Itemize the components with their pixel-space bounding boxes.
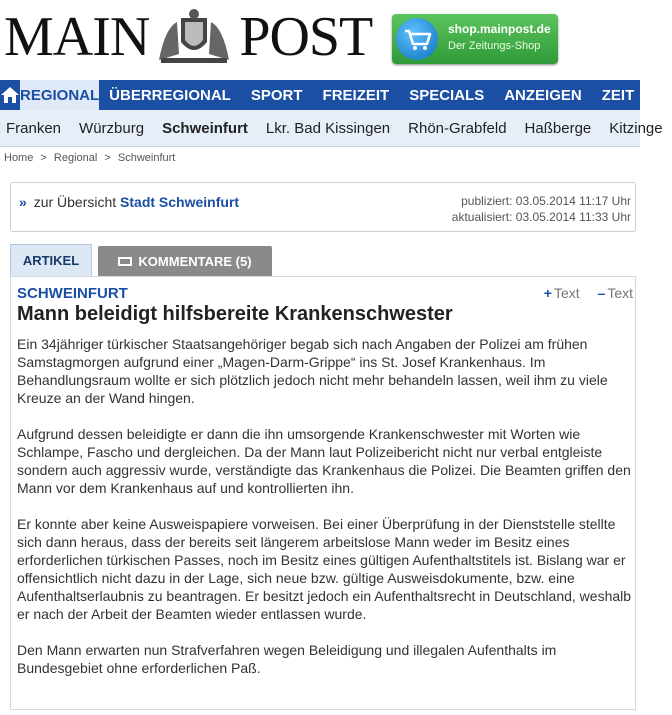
article-paragraph: Er konnte aber keine Ausweispapiere vorweisen. Bei einer Überprüfung in der Dienststelle stellte sich dann heraus, dass der bereits seit längerem arbeitslose Mann weder im Besitz eines erforderlichen türkischen Passes, noch im Besitz eines gültigen Aufenthaltstitels ist. Bislang war er offensichtlich nicht dazu in der Lage, sich neue bzw. gültige Ausweisdokumente, bzw. eine Aufenthaltserlaubnis zu beantragen. Er besitzt jedoch ein Aufenthaltsrecht in Deutschland, weshalb er nach der Arbeit der Beamten wieder entlassen wurde. [17, 516, 632, 622]
regional-subnavigation [0, 110, 663, 147]
subnav-item-hassberge[interactable]: Haßberge [524, 119, 592, 137]
double-chevron-right-icon: » [19, 194, 27, 210]
logo-text-main: MAIN [4, 6, 150, 68]
article-title: Mann beleidigt hilfsbereite Krankenschwester [17, 303, 453, 325]
article-body [17, 335, 633, 695]
nav-item-freizeit[interactable]: FREIZEIT [322, 86, 390, 104]
shop-banner[interactable] [392, 14, 558, 64]
back-link-text: zur Übersicht [33, 194, 117, 210]
plus-icon: + [543, 285, 552, 301]
nav-item-zeit[interactable]: ZEIT [601, 86, 635, 104]
increase-text-button[interactable] [544, 285, 580, 301]
shop-tagline: Der Zeitungs-Shop [448, 40, 541, 52]
article-tabs [10, 244, 636, 276]
back-to-overview-link[interactable] [19, 194, 239, 210]
back-link-city[interactable]: Stadt Schweinfurt [120, 194, 240, 210]
nav-item-regional[interactable]: REGIONAL [20, 80, 99, 110]
home-icon[interactable] [0, 80, 20, 110]
text-size-controls [530, 285, 633, 301]
nav-item-specials[interactable]: SPECIALS [409, 86, 485, 104]
published-date: publiziert: 03.05.2014 11:17 Uhr [461, 194, 631, 208]
decrease-text-label: Text [607, 285, 633, 301]
comment-icon [118, 257, 132, 266]
increase-text-label: Text [553, 285, 580, 301]
subnav-item-wuerzburg[interactable]: Würzburg [79, 119, 145, 137]
tab-kommentare[interactable] [98, 246, 272, 276]
minus-icon: – [597, 285, 606, 301]
article-dates [452, 193, 631, 225]
breadcrumb-separator: > [40, 152, 47, 164]
logo-text-post: POST [239, 6, 373, 68]
subnav-item-bad-kissingen[interactable]: Lkr. Bad Kissingen [265, 119, 391, 137]
mainpost-logo[interactable] [4, 6, 372, 68]
article-content [10, 276, 636, 710]
coat-of-arms-icon [151, 8, 237, 66]
nav-item-ueberregional[interactable]: ÜBERREGIONAL [109, 86, 231, 104]
article-paragraph: Den Mann erwarten nun Strafverfahren wegen Beleidigung und illegalen Aufenthalts im Bundesgebiet ohne erforderlichen Paß. [17, 642, 557, 676]
shopping-cart-icon [396, 18, 438, 60]
breadcrumb-regional[interactable]: Regional [53, 152, 98, 164]
subnav-item-franken[interactable]: Franken [6, 119, 62, 137]
tab-artikel[interactable]: ARTIKEL [10, 244, 92, 276]
breadcrumb [4, 152, 179, 164]
main-navigation [0, 80, 640, 110]
article-paragraph: Ein 34jähriger türkischer Staatsangehöriger begab sich nach Angaben der Polizei am frühen Samstagmorgen aufgrund einer „Magen-Darm-Grippe“ ins St. Josef Krankenhaus. Im Behandlungsraum wollte er sich plötzlich jedoch nicht mehr behandeln lassen, weil ihm zu viele Kreuze an der Wand hingen. [17, 336, 608, 406]
article-kicker: SCHWEINFURT [17, 285, 128, 302]
updated-date: aktualisiert: 03.05.2014 11:33 Uhr [451, 210, 631, 224]
shop-url: shop.mainpost.de [448, 22, 551, 36]
article-info-box [10, 182, 636, 232]
subnav-item-kitzingen[interactable]: Kitzinge [609, 119, 663, 137]
breadcrumb-schweinfurt[interactable]: Schweinfurt [117, 152, 176, 164]
subnav-item-schweinfurt[interactable]: Schweinfurt [162, 119, 248, 137]
decrease-text-button[interactable] [598, 285, 633, 301]
site-header [0, 0, 640, 80]
article-paragraph: Aufgrund dessen beleidigte er dann die ihn umsorgende Krankenschwester mit Worten wie Schlampe, Fascho und dergleichen. Da der Mann laut Polizeibericht nicht nur verbal entgleiste sondern auch aggressiv wurde, verständigte das Krankenhaus die Polizei. Die Beamten griffen den Mann vor dem Krankenhaus auf und kontrollierten ihn. [17, 426, 631, 496]
breadcrumb-separator: > [104, 152, 111, 164]
nav-item-anzeigen[interactable]: ANZEIGEN [504, 86, 582, 104]
tab-kommentare-label: KOMMENTARE (5) [138, 253, 252, 269]
subnav-item-rhoen-grabfeld[interactable]: Rhön-Grabfeld [408, 119, 507, 137]
breadcrumb-home[interactable]: Home [4, 152, 34, 164]
nav-item-sport[interactable]: SPORT [250, 86, 303, 104]
